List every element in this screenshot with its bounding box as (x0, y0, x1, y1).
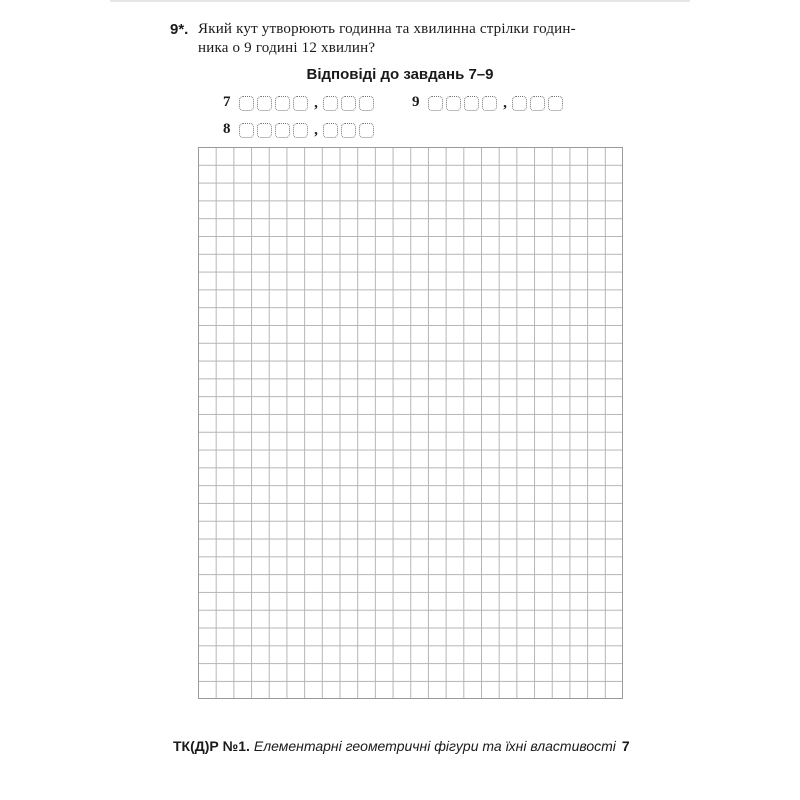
answer-digit-box[interactable] (341, 123, 356, 138)
answer-digit-box[interactable] (512, 96, 527, 111)
task-text-line: ника о 9 годині 12 хвилин? (198, 40, 376, 56)
footer-title: Елементарні геометричні фігури та їхні властивості (253, 738, 616, 754)
answer-label: 7 (223, 94, 231, 110)
footer-code: ТК(Д)Р №1. (173, 738, 250, 754)
answer-digit-box[interactable] (359, 96, 374, 111)
answer-digit-box[interactable] (275, 123, 290, 138)
answer-digit-box[interactable] (428, 96, 443, 111)
task-9 (170, 20, 640, 58)
answer-digit-box[interactable] (257, 96, 272, 111)
answer-digit-box[interactable] (341, 96, 356, 111)
answer-digit-box[interactable] (446, 96, 461, 111)
decimal-comma: , (503, 95, 507, 111)
decimal-comma: , (314, 95, 318, 111)
answer-digit-box[interactable] (323, 123, 338, 138)
answer-row-8 (223, 120, 377, 138)
answer-digit-box[interactable] (323, 96, 338, 111)
answer-digit-box[interactable] (239, 96, 254, 111)
page-footer (173, 738, 628, 754)
answer-label: 9 (412, 94, 420, 110)
answer-label: 8 (223, 121, 231, 137)
answer-digit-box[interactable] (239, 123, 254, 138)
answer-digit-box[interactable] (548, 96, 563, 111)
answer-digit-box[interactable] (293, 96, 308, 111)
answer-digit-box[interactable] (482, 96, 497, 111)
decimal-comma: , (314, 122, 318, 138)
top-rule (110, 0, 690, 2)
answer-digit-box[interactable] (530, 96, 545, 111)
task-text-line: Який кут утворюють годинна та хвилинна стрілки годин- (198, 21, 576, 37)
squared-work-grid[interactable] (198, 147, 623, 699)
task-number: 9*. (170, 21, 189, 38)
answer-digit-box[interactable] (275, 96, 290, 111)
answer-digit-box[interactable] (359, 123, 374, 138)
answer-row-9 (412, 93, 566, 111)
answer-digit-box[interactable] (464, 96, 479, 111)
answer-row-7 (223, 93, 377, 111)
task-text (198, 20, 640, 58)
page-number: 7 (621, 738, 630, 754)
answers-heading: Відповіді до завдань 7–9 (306, 66, 494, 83)
answer-digit-box[interactable] (257, 123, 272, 138)
answer-digit-box[interactable] (293, 123, 308, 138)
